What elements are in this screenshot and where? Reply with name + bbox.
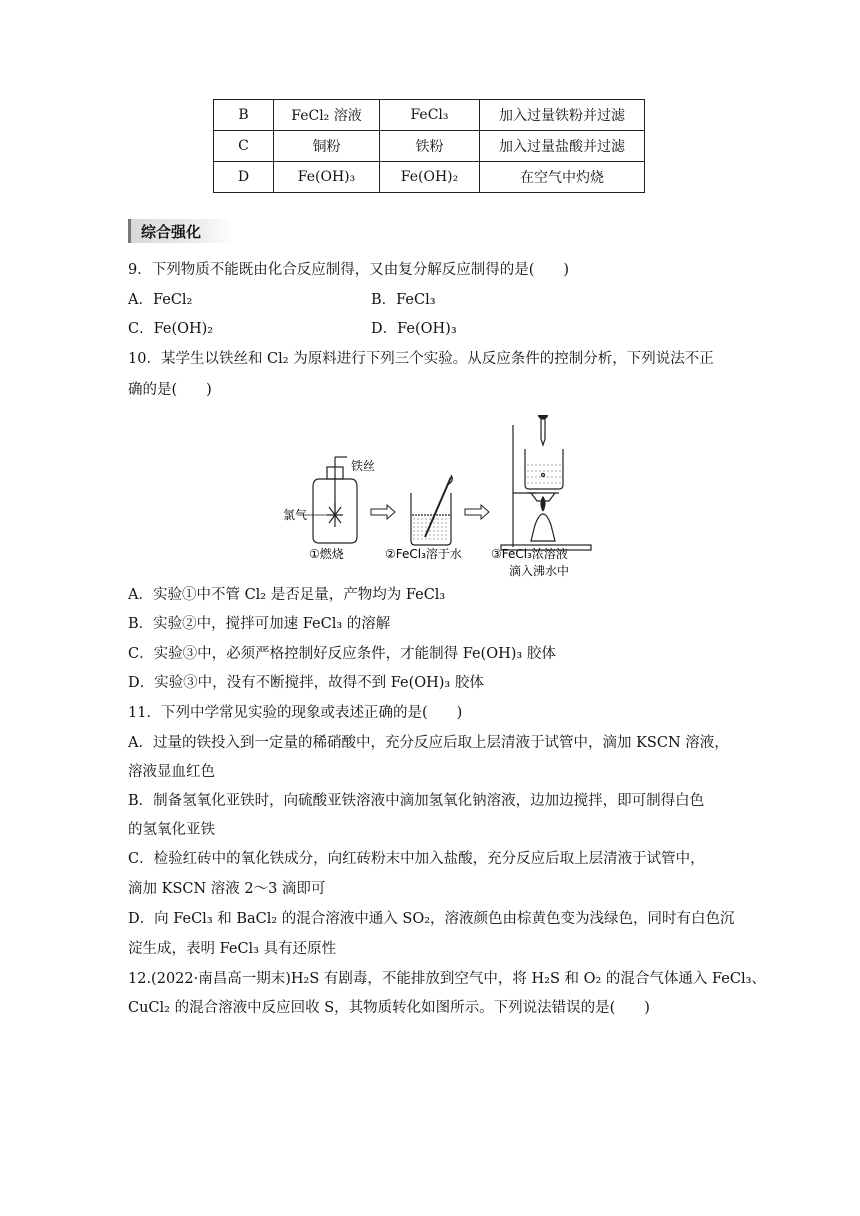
q11-option-b-line1: B．制备氢氧化亚铁时，向硫酸亚铁溶液中滴加氢氧化钠溶液，边加边搅拌，即可制得白色 <box>128 793 705 809</box>
q11-option-c-line2: 滴加 KSCN 溶液 2～3 滴即可 <box>128 881 326 897</box>
table-cell: FeCl₃ <box>380 100 480 131</box>
arrow-right-icon <box>465 505 489 519</box>
table-cell: 铁粉 <box>380 131 480 162</box>
table-cell: 在空气中灼烧 <box>480 162 645 193</box>
q9-stem: 9．下列物质不能既由化合反应制得，又由复分解反应制得的是( ) <box>128 262 570 278</box>
table-row <box>214 131 645 162</box>
q10-stem-line2: 确的是( ) <box>128 382 212 398</box>
table-cell: B <box>214 100 274 131</box>
q10-option-d: D．实验③中，没有不断搅拌，故得不到 Fe(OH)₃ 胶体 <box>128 675 484 691</box>
label-wire: 铁丝 <box>351 459 376 473</box>
table-cell: C <box>214 131 274 162</box>
caption-3-line1: ③FeCl₃浓溶液 <box>491 547 568 561</box>
table-cell: 加入过量铁粉并过滤 <box>480 100 645 131</box>
q9-option-a: A．FeCl₂ <box>128 292 193 308</box>
table-row <box>214 162 645 193</box>
beaker-icon <box>411 475 452 545</box>
q10-option-a: A．实验①中不管 Cl₂ 是否足量，产物均为 FeCl₃ <box>128 587 446 603</box>
q11-option-d-line2: 淀生成，表明 FeCl₃ 具有还原性 <box>128 941 337 957</box>
q12-stem-line1: 12.(2022·南昌高一期末)H₂S 有剧毒，不能排放到空气中，将 H₂S 和 O₂ 的混合气体通入 FeCl₃、 <box>128 971 766 987</box>
q11-option-b-line2: 的氢氧化亚铁 <box>128 822 215 838</box>
heating-stand-icon <box>501 415 591 550</box>
q10-option-c: C．实验③中，必须严格控制好反应条件，才能制得 Fe(OH)₃ 胶体 <box>128 646 556 662</box>
q9-option-b: B．FeCl₃ <box>371 292 436 308</box>
table-cell: Fe(OH)₂ <box>380 162 480 193</box>
section-title: 综合强化 <box>141 223 202 241</box>
table-cell: Fe(OH)₃ <box>274 162 380 193</box>
table-cell: 铜粉 <box>274 131 380 162</box>
caption-3-line2: 滴入沸水中 <box>509 564 570 578</box>
table-cell: 加入过量盐酸并过滤 <box>480 131 645 162</box>
table-row <box>214 100 645 131</box>
q11-stem: 11．下列中学常见实验的现象或表述正确的是( ) <box>128 705 463 721</box>
options-table <box>213 99 645 193</box>
q12-stem-line2: CuCl₂ 的混合溶液中反应回收 S，其物质转化如图所示。下列说法错误的是( ) <box>128 1000 650 1016</box>
label-gas: 氯气 <box>283 508 308 522</box>
q9-option-c: C．Fe(OH)₂ <box>128 321 214 337</box>
arrow-right-icon <box>371 505 395 519</box>
section-header <box>128 219 233 243</box>
experiment-figure <box>275 415 615 587</box>
q11-option-c-line1: C．检验红砖中的氧化铁成分，向红砖粉末中加入盐酸，充分反应后取上层清液于试管中， <box>128 851 705 867</box>
caption-2: ②FeCl₃溶于水 <box>385 547 462 561</box>
q11-option-d-line1: D．向 FeCl₃ 和 BaCl₂ 的混合溶液中通入 SO₂，溶液颜色由棕黄色变为浅绿色，同时有白色沉 <box>128 911 735 927</box>
q11-option-a-line2: 溶液显血红色 <box>128 764 215 780</box>
q10-stem-line1: 10．某学生以铁丝和 Cl₂ 为原料进行下列三个实验。从反应条件的控制分析，下列说法不正 <box>128 351 714 367</box>
apparatus-illustration <box>275 415 615 583</box>
table-cell: FeCl₂ 溶液 <box>274 100 380 131</box>
table-cell: D <box>214 162 274 193</box>
q9-option-d: D．Fe(OH)₃ <box>371 321 457 337</box>
q11-option-a-line1: A．过量的铁投入到一定量的稀硝酸中，充分反应后取上层清液于试管中，滴加 KSCN 溶液， <box>128 735 729 751</box>
q10-option-b: B．实验②中，搅拌可加速 FeCl₃ 的溶解 <box>128 616 391 632</box>
caption-1: ①燃烧 <box>309 547 344 561</box>
